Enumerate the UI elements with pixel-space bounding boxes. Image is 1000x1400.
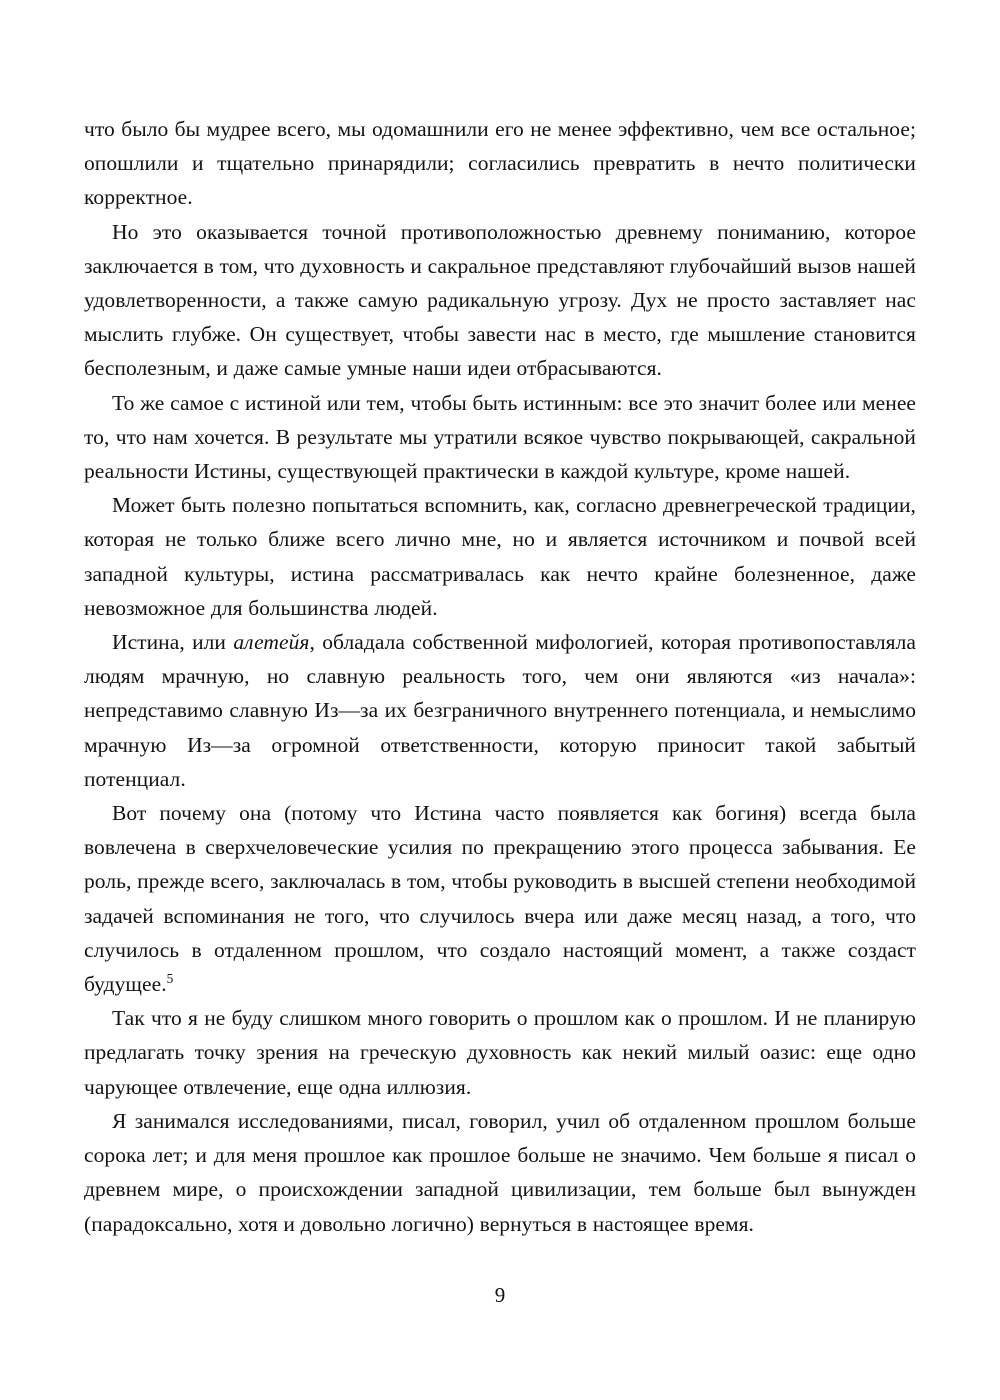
paragraph-mozhet-byt: Может быть полезно попытаться вспомнить, как, согласно древнегреческой традиции, которая не только ближе всего лично мне, но и является источником и почвой всей западной культуры, истина рассматривалась как нечто крайне болезненное, даже невозможное для большинства людей. [84,493,916,620]
page-text-body [84,112,916,1241]
paragraph-no-eto: Но это оказывается точной противоположностью древнему пониманию, которое заключается в том, что духовность и сакральное представляют глубочайший вызов нашей удовлетворенности, а также самую радикальную угрозу. Дух не просто заставляет нас мыслить глубже. Он существует, чтобы завести нас в место, где мышление становится бесполезным, и даже самые умные наши идеи отбрасываются. [84,219,916,381]
page-number: 9 [494,1283,506,1307]
footnote-marker-5[interactable]: 5 [166,970,174,986]
text-run: , обладала собственной мифологией, которая противопоставляла людям мрачную, но славную реальность того, чем они являются «из начала»: непредставимо славную Из—за их безграничного внутреннего потенциала, и немыслимо мрачную Из—за огромной ответственности, которую приносит такой забытый потенциал. [84,630,916,791]
text-run: Вот почему она (потому что Истина часто появляется как богиня) всегда была вовлечена в сверхчеловеческие усилия по прекращению этого процесса забывания. Ее роль, прежде всего, заключалась в том, чтобы руководить в высшей степени необходимой задачей вспоминания не того, что случилось вчера или даже месяц назад, а того, что случилось в отдаленном прошлом, что создало настоящий момент, а также создаст будущее. [84,801,916,997]
paragraph-tak-chto-ya: Так что я не буду слишком много говорить о прошлом как о прошлом. И не планирую предлагать точку зрения на греческую духовность как некий милый оазис: еще одно чарующее отвлечение, еще одна иллюзия. [84,1006,916,1099]
text-run: Истина, или [112,630,234,655]
italic-term-aletheia: алетейя [233,630,310,655]
paragraph-ya-zanimalsya: Я занимался исследованиями, писал, говорил, учил об отдаленном прошлом больше сорока лет; и для меня прошлое как прошлое больше не значимо. Чем больше я писал о древнем мире, о происхождении западной цивилизации, тем больше был вынужден (парадоксально, хотя и довольно логично) вернуться в настоящее время. [84,1108,916,1236]
paragraph-vot-pochemu [84,796,916,1001]
paragraph-to-zhe-samoe: То же самое с истиной или тем, чтобы быть истинным: все это значит более или менее то, что нам хочется. В результате мы утратили всякое чувство покрывающей, сакральной реальности Истины, существующей практически в каждой культуре, кроме нашей. [84,390,916,484]
paragraph-continuation: что было бы мудрее всего, мы одомашнили его не менее эффективно, чем все остальное; опошлили и тщательно принарядили; согласились превратить в нечто политически корректное. [84,117,916,210]
paragraph-istina-aletheia [84,625,916,796]
